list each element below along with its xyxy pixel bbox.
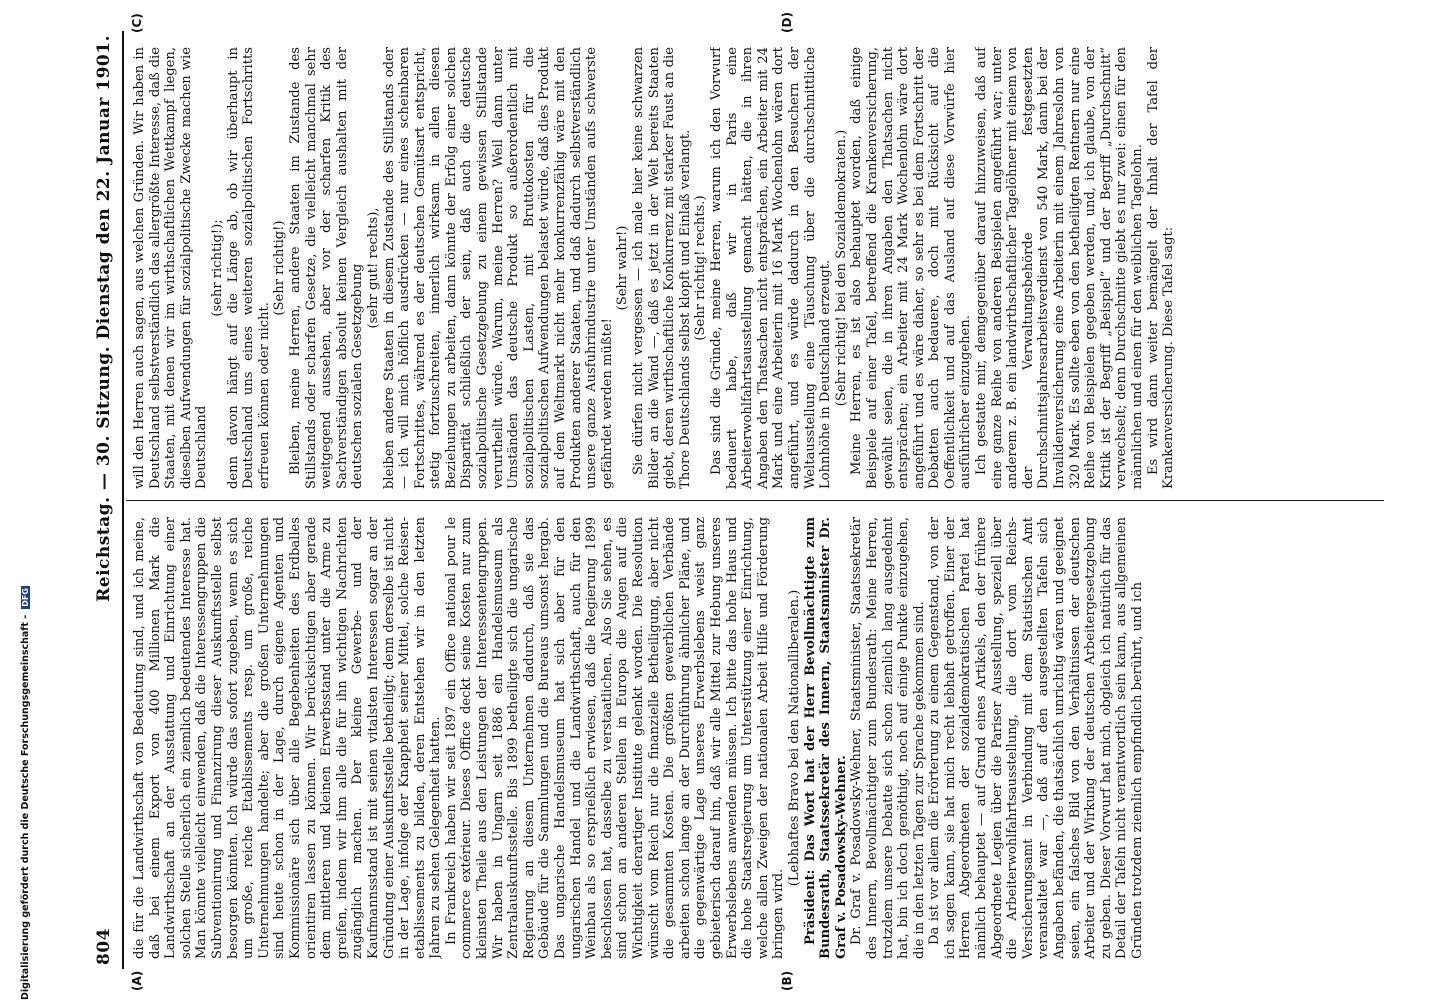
paragraph: Dr. Graf v. Posadowsky-Wehner, Staatsminister, Staatssekretär des Innern, Bevollmächtigter zum Bundesrath: Meine Herren, trotzdem unsere Debatte sich schon ziemlich lang ausgedehnt hat, bin ich doch genöthigt, noch auf einige Punkte einzugehen, die in den letzten Tagen zur Sprache gekommen sind.: [849, 517, 927, 959]
paragraph: Ich gestatte mir, demgegenüber darauf hinzuweisen, daß auf eine ganze Reihe von anderen Beispielen angeführt war; unter anderem z. B. ein landwirthschaftlicher Tagelöhner mit einem von der Verwaltungsbehörde festgesetzten Durchschnittsjahresarbeitsverdienst von 540 Mark, dann bei der Invalidenversicherung eine Arbeiterin mit einem Jahreslohn von 320 Mark. Es sollte eben von den betheiligten Rentnern nur eine Reihe von Beispielen gegeben werden, und, ich glaube, von der Kritik ist der Begriff „Beispiel“ und der Begriff „Durchschnitt“ verwechselt; denn Durchschnitte giebt es nur zwei: einen für den männlichen und einen für den weiblichen Tagelohn.: [974, 47, 1145, 489]
page-title: Reichstag. — 30. Sitzung. Dienstag den 22. Januar 1901.: [94, 35, 114, 602]
footer-text: Digitalisierung gefördert durch die Deutsche Forschungsgemeinschaft -: [19, 614, 31, 1000]
interjection: (Sehr richtig! bei den Sozialdemokraten.): [833, 129, 849, 407]
margin-marker-b: (B): [780, 970, 794, 991]
margin-marker-a: (A): [130, 970, 144, 991]
interjection: (Lebhaftes Bravo bei den Nationalliberalen.): [786, 589, 802, 887]
page-number: 804: [94, 928, 114, 965]
paragraph: In Frankreich haben wir seit 1897 ein Office national pour le commerce extérieur. Dieses Office deckt seine Kosten nur zum kleinsten Theile aus den Leistungen der Interessentengruppen. Wir haben in Ungarn seit 1886 ein Handelsmuseum als Zentralauskunftsstelle. Bis 1899 betheiligte sich die ungarische Regierung an diesem Unternehmen dadurch, daß sie das Gebäude für die Sammlungen und die Bureaus umsonst hergab. Das ungarische Handelsmuseum hat sich aber für den ungarischen Handel und die Landwirthschaft, auch für den Weinbau als so ersprießlich erwiesen, daß die Regierung 1899 beschlossen hat, dasselbe zu verstaatlichen. Also Sie sehen, es sind schon an anderen Stellen in Europa die Augen auf die Wichtigkeit derartiger Institute gelenkt worden. Die Resolution wünscht vom Reich nur die finanzielle Betheiligung, aber nicht die gesammten Kosten. Die größten gewerblichen Verbände arbeiten schon lange an der Durchführung ähnlicher Pläne, und die gegenwärtige Lage unseres Erwerbslebens weist ganz gebieterisch darauf hin, daß wir alle Mittel zur Hebung unseres Erwerbslebens anwenden müssen. Ich bitte das hohe Haus und die hohe Staatsregierung um Unterstützung einer Einrichtung, welche allen Zweigen der nationalen Arbeit Hilfe und Förderung bringen wird.: [443, 517, 787, 959]
column-divider: [126, 500, 1384, 501]
paragraph: Das sind die Gründe, meine Herren, warum ich den Vorwurf bedauert habe, daß wir in Paris eine Arbeiterwohlfahrtsausstellung gemacht hätten, die in ihren Angaben den Thatsachen nicht entsprächen, ein Arbeiter mit 24 Mark und eine Arbeiterin mit 16 Mark Wochenlohn wären dort angeführt, und es würde dadurch in den Besuchern der Weltausstellung eine Täuschung über die durchschnittliche Lohnhöhe in Deutschland erzeugt.: [708, 47, 834, 489]
left-column: [132, 517, 1386, 959]
paragraph: Da ist vor allem die Erörterung zu einem Gegenstand, von der ich sagen kann, sie hat mich recht lebhaft getroffen. Einer der Herren Abgeordneten der sozialdemokratischen Partei hat nämlich behauptet — auf Grund eines Artikels, den der frühere Abgeordnete Legien über die Pariser Ausstellung, speziell über die Arbeiterwohlfahrtsausstellung, die dort vom Reichs-Versicherungsamt in Verbindung mit dem Statistischen Amt veranstaltet war —, daß auf den ausgestellten Tafeln sich Angaben befänden, die thatsächlich unrichtig wären und geeignet seien, ein falsches Bild von den Verhältnissen der deutschen Arbeiter und der Wirkung der deutschen Arbeitergesetzgebung zu geben. Dieser Vorwurf hat mich, obgleich ich natürlich für das Detail der Tafeln nicht verantwortlich sein kann, aus allgemeinen Gründen trotzdem ziemlich empfindlich berührt, und ich: [927, 517, 1145, 959]
paragraph: Es wird dann weiter bemängelt der Inhalt der Tafel der Krankenversicherung. Diese Tafel sagt:: [1145, 47, 1177, 489]
paragraph: denn davon hängt auf die Länge ab, ob wir überhaupt in Deutschland uns eines weiteren sozialpolitischen Fortschritts erfreuen können oder nicht.: [225, 47, 272, 489]
digitization-footer: [4, 330, 31, 1000]
interjection: (sehr gut! rechts),: [365, 207, 381, 329]
interjection: (sehr richtig!);: [209, 219, 225, 317]
paragraph: Sie dürfen nicht vergessen — ich male hier keine schwarzen Bilder an die Wand —, daß es jetzt in der Welt bereits Staaten giebt, deren wirthschaftliche Konkurrenz mit starker Faust an die Thore Deutschlands selbst klopft und Einlaß verlangt.: [631, 47, 693, 489]
dfg-logo: DFG: [20, 588, 30, 607]
margin-marker-d: (D): [780, 12, 794, 33]
margin-marker-c: (C): [130, 13, 144, 33]
paragraph: will den Herren auch sagen, aus welchen Gründen. Wir haben in Deutschland selbstverständlich das allergrößte Interesse, daß die Staaten, mit denen wir im wirthschaftlichen Wettkampf liegen, dieselben Aufwendungen für sozialpolitische Zwecke machen wie Deutschland: [132, 47, 210, 489]
paragraph: die für die Landwirthschaft von Bedeutung sind, und ich meine, daß bei einem Export von 400 Millionen Mark die Landwirthschaft an der Ausstattung und Einrichtung einer solchen Stelle sicherlich ein ziemlich bedeutendes Interesse hat. Man könnte vielleicht einwenden, daß die Interessengruppen die Subventionirung und Finanzirung dieser Auskunftsstelle selbst besorgen könnten. Ich würde das sofort zugeben, wenn es sich um große, reiche Etablissements resp. um große, reiche Unternehmungen handelte; aber die großen Unternehmungen sind heute schon in der Lage, durch eigene Agenten und Kommissionäre sich über alle Begebenheiten des Erdballes orientiren lassen zu können. Wir berücksichtigen aber gerade dem mittleren und kleinen Erwerbsstand unter die Arme zu greifen, indem wir ihm alle die für ihn wichtigen Nachrichten zugänglich machen. Der kleine Gewerbe- und der Kaufmannsstand ist mit seinen vitalsten Interessen sogar an der Gründung einer Auskunftsstelle betheiligt; denn derselbe ist nicht in der Lage, infolge der Knappheit seiner Mittel, solche Reisen-etablissements zu bilden, deren Entstehen wir in den letzten Jahren zu sehen Gelegenheit hatten.: [132, 517, 444, 959]
interjection: (Sehr richtig!): [272, 220, 288, 316]
paragraph: Meine Herren, es ist also behauptet worden, daß einige Beispiele auf einer Tafel, betreffend die Krankenversicherung, gewählt seien, die in ihren Angaben den Thatsachen nicht entsprächen; ein Arbeiter mit 24 Mark Wochenlohn wäre dort angeführt und es wäre daher, so sehr es bei dem Fortschritt der Debatten auch bedauere, doch mit Rücksicht auf die Oeffentlichkeit und auf das Ausland auf diese Vorwürfe hier ausführlicher einzugehen.: [849, 47, 974, 489]
paragraph: bleiben andere Staaten in diesem Zustande des Stillstands oder — ich will mich höflich ausdrücken — nur eines scheinbaren Fortschrittes, während es der deutschen Gemütsart entspricht, stetig fortzuschreiten, innerlich wirksam in allen diesen Beziehungen zu arbeiten, dann könnte der Erfolg einer solchen Disparität schließlich der sein, daß auch die deutsche sozialpolitische Gesetzgebung zu einem gewissen Stillstande verurtheilt würde. Warum, meine Herren? Weil dann unter Umständen das deutsche Produkt so außerordentlich mit sozialpolitischen Lasten, mit Bruttokosten für die sozialpolitischen Aufwendungen belastet würde, daß dies Produkt auf dem Weltmarkt nicht mehr konkurrenzfähig wäre mit den Produkten anderer Staaten, und daß dadurch selbstverständlich unsere ganze Ausfuhrindustrie unter Umständen aufs schwerste gefährdet werden müßte!: [381, 47, 615, 489]
paragraph: Bleiben, meine Herren, andere Staaten im Zustande des Stillstands oder scharfen Gesetze, die vielleicht manchmal sehr weitgegend aussehen, aber vor der scharfen Kritik des Sachverständigen absolut keinen Vergleich aushalten mit der deutschen sozialen Gesetzgebung: [287, 47, 366, 489]
paragraph: Präsident: Das Wort hat der Herr Bevollmächtigte zum Bundesrath, Staatssekretär des Innern, Staatsminister Dr. Graf v. Posadowsky-Wehner.: [802, 517, 849, 959]
right-column: [132, 47, 1386, 489]
page-header: [94, 35, 118, 965]
header-rule: [122, 31, 124, 969]
interjection: (Sehr wahr!): [615, 225, 631, 311]
newspaper-page: [80, 5, 1390, 995]
interjection: (Sehr richtig! rechts.): [693, 195, 709, 341]
